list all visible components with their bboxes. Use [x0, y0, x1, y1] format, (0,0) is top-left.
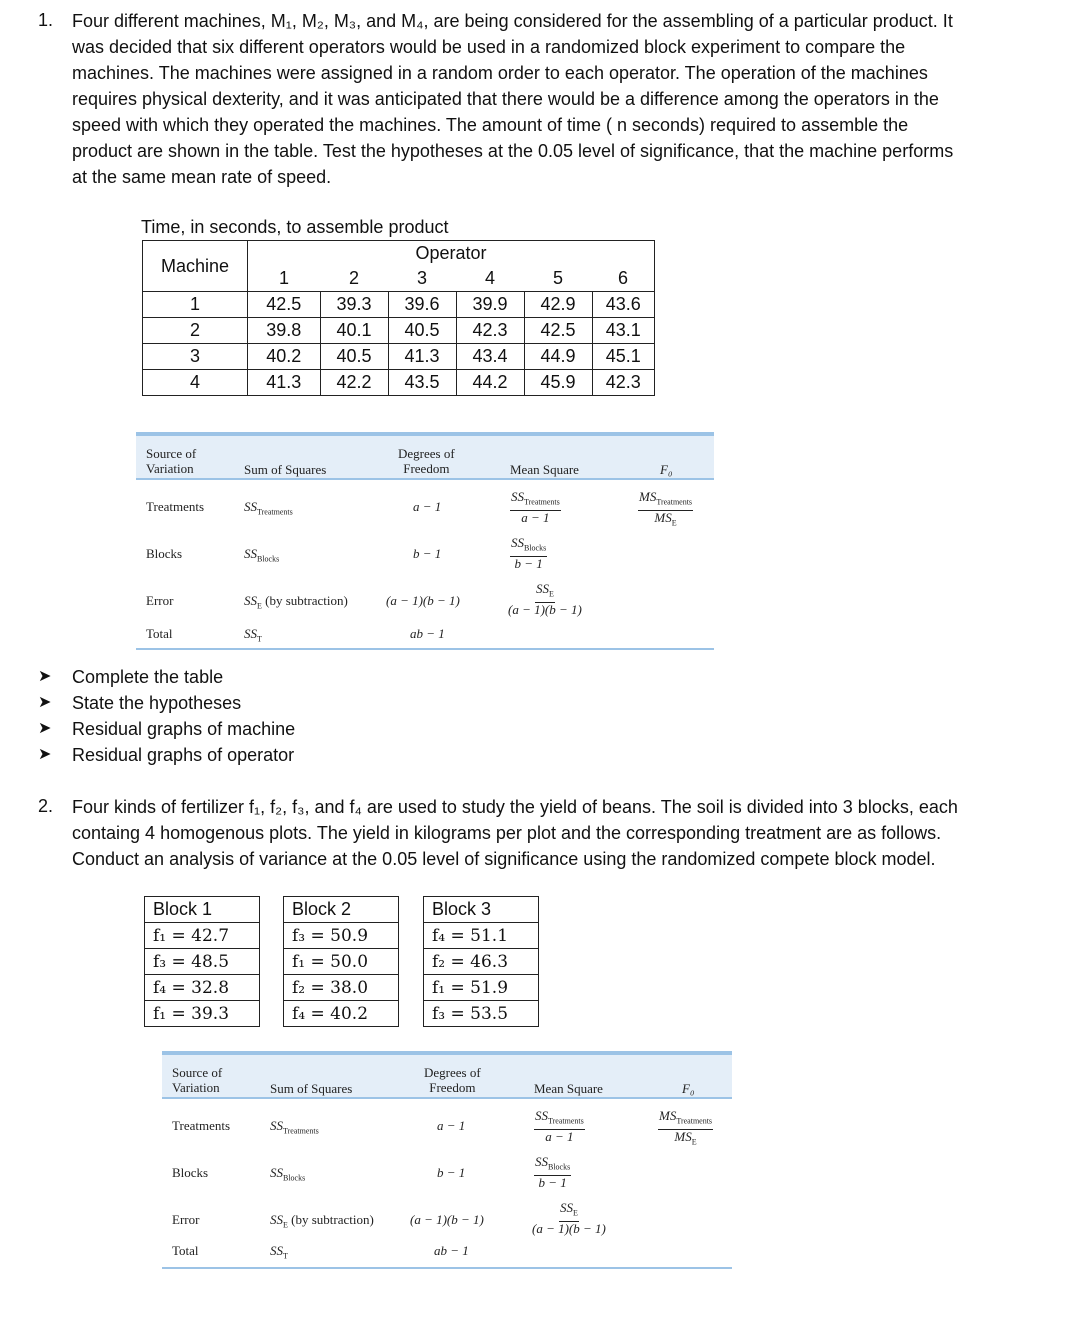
- time-cell: 40.2: [248, 344, 321, 370]
- table-row: [143, 318, 655, 344]
- df-error: (a − 1)(b − 1): [386, 593, 460, 608]
- row-label-error: Error: [146, 593, 174, 608]
- time-cell: 44.2: [456, 370, 524, 396]
- row-label-treatments: Treatments: [146, 499, 205, 514]
- anova-table-1: [136, 432, 714, 654]
- q2-line: Conduct an analysis of variance at the 0.05 level of significance using the randomized compete block model.: [72, 849, 936, 869]
- row-label-error: Error: [172, 1212, 200, 1227]
- time-cell: 39.3: [320, 292, 388, 318]
- block-header: Block 2: [284, 897, 399, 923]
- time-table: [142, 240, 655, 396]
- yield-cell: f₁ = 51.9: [424, 975, 539, 1001]
- yield-cell: f₃ = 50.9: [284, 923, 399, 949]
- header-source: Source of Variation: [172, 1065, 223, 1095]
- df-treatments: a − 1: [437, 1118, 466, 1133]
- block-1-table: [144, 896, 260, 1027]
- df-total: ab − 1: [410, 626, 445, 641]
- table-row: [143, 344, 655, 370]
- table-row: [143, 292, 655, 318]
- time-cell: 42.2: [320, 370, 388, 396]
- list-item: ➤ Complete the table: [38, 664, 295, 690]
- ms-blocks: $SS_{Blocks}$ b − 1: [535, 1154, 571, 1190]
- yield-cell: f₄ = 32.8: [145, 975, 260, 1001]
- operator-label: 3: [388, 266, 456, 292]
- header-degrees-of-freedom: Degrees of Freedom: [424, 1065, 481, 1095]
- ss-error: $SS_E$ (by subtraction): [270, 1212, 374, 1230]
- df-blocks: b − 1: [437, 1165, 466, 1180]
- row-label-treatments: Treatments: [172, 1118, 231, 1133]
- ms-error: $SS_E$ (a − 1)(b − 1): [532, 1200, 606, 1236]
- anova-table-2: [162, 1051, 732, 1273]
- machine-label: 1: [143, 292, 248, 318]
- q1-line: was decided that six different operators would be used in a randomized block experiment to compare the: [72, 37, 906, 57]
- block-header: Block 3: [424, 897, 539, 923]
- arrow-bullet-icon: ➤: [38, 694, 52, 711]
- time-cell: 39.9: [456, 292, 524, 318]
- task-list: [38, 664, 295, 768]
- yield-cell: f₂ = 46.3: [424, 949, 539, 975]
- list-item: ➤ Residual graphs of operator: [38, 742, 295, 768]
- arrow-bullet-icon: ➤: [38, 746, 52, 763]
- header-mean-square: Mean Square: [510, 462, 579, 477]
- time-cell: 42.5: [524, 318, 592, 344]
- header-sum-of-squares: Sum of Squares: [270, 1081, 353, 1096]
- time-cell: 43.6: [592, 292, 655, 318]
- time-cell: 39.8: [248, 318, 321, 344]
- time-cell: 44.9: [524, 344, 592, 370]
- operator-label: 5: [524, 266, 592, 292]
- yield-cell: f₁ = 39.3: [145, 1001, 260, 1027]
- ms-error: $SS_E$ (a − 1)(b − 1): [508, 581, 582, 617]
- list-item: ➤ Residual graphs of machine: [38, 716, 295, 742]
- operator-label: 6: [592, 266, 655, 292]
- yield-cell: f₄ = 51.1: [424, 923, 539, 949]
- yield-cell: f₂ = 38.0: [284, 975, 399, 1001]
- df-blocks: b − 1: [413, 546, 442, 561]
- df-treatments: a − 1: [413, 499, 442, 514]
- operator-label: 1: [248, 266, 321, 292]
- q1-line: requires physical dexterity, and it was anticipated that there would be a difference among the operators in the: [72, 89, 939, 109]
- machine-label: 4: [143, 370, 248, 396]
- arrow-bullet-icon: ➤: [38, 720, 52, 737]
- time-cell: 42.9: [524, 292, 592, 318]
- time-table-title: Time, in seconds, to assemble product: [141, 217, 449, 237]
- time-cell: 41.3: [388, 344, 456, 370]
- question-1-text: [72, 8, 1062, 190]
- df-error: (a − 1)(b − 1): [410, 1212, 484, 1227]
- time-cell: 43.1: [592, 318, 655, 344]
- block-2-table: [283, 896, 399, 1027]
- time-cell: 45.9: [524, 370, 592, 396]
- block-3-table: [423, 896, 539, 1027]
- f0-treatments: $MS_{Treatments}$ $MS_E$: [659, 1108, 713, 1147]
- question-2-text: [72, 794, 1072, 872]
- list-item: ➤ State the hypotheses: [38, 690, 295, 716]
- q1-line: Four different machines, M₁, M₂, M₃, and M₄, are being considered for the assembling of a particular product. It: [72, 11, 953, 31]
- ss-blocks: $SS_{Blocks}$: [244, 546, 280, 564]
- ss-treatments: $SS_{Treatments}$: [244, 499, 293, 517]
- question-2-number: 2.: [38, 796, 54, 816]
- time-cell: 40.5: [388, 318, 456, 344]
- table-row: [143, 370, 655, 396]
- q1-line: machines. The machines were assigned in a random order to each operator. The operation of the machines: [72, 63, 928, 83]
- header-mean-square: Mean Square: [534, 1081, 603, 1096]
- time-cell: 45.1: [592, 344, 655, 370]
- row-label-blocks: Blocks: [146, 546, 183, 561]
- q2-line: containg 4 homogenous plots. The yield in kilograms per plot and the corresponding treatment are as follows.: [72, 823, 942, 843]
- time-cell: 41.3: [248, 370, 321, 396]
- row-label-total: Total: [172, 1243, 199, 1258]
- ss-blocks: $SS_{Blocks}$: [270, 1165, 306, 1183]
- time-cell: 42.3: [592, 370, 655, 396]
- q1-line: speed with which they operated the machines. The amount of time ( n seconds) required to assemble the: [72, 115, 909, 135]
- machine-header: Machine: [143, 241, 248, 292]
- yield-cell: f₁ = 42.7: [145, 923, 260, 949]
- operator-label: 4: [456, 266, 524, 292]
- ms-treatments: $SS_{Treatments}$ a − 1: [511, 489, 560, 525]
- machine-label: 3: [143, 344, 248, 370]
- df-total: ab − 1: [434, 1243, 469, 1258]
- header-source: Source of Variation: [146, 446, 197, 476]
- ms-blocks: $SS_{Blocks}$ b − 1: [511, 535, 547, 571]
- time-cell: 40.5: [320, 344, 388, 370]
- row-label-total: Total: [146, 626, 173, 641]
- yield-cell: f₃ = 53.5: [424, 1001, 539, 1027]
- ss-treatments: $SS_{Treatments}$: [270, 1118, 319, 1136]
- header-degrees-of-freedom: Degrees of Freedom: [398, 446, 455, 476]
- q1-line: at the same mean rate of speed.: [72, 167, 332, 187]
- yield-cell: f₁ = 50.0: [284, 949, 399, 975]
- row-label-blocks: Blocks: [172, 1165, 209, 1180]
- operator-header: Operator: [248, 241, 655, 267]
- ss-total: $SS_T$: [244, 626, 262, 644]
- time-cell: 43.4: [456, 344, 524, 370]
- ss-error: $SS_E$ (by subtraction): [244, 593, 348, 611]
- header-f0: F₀: [682, 1081, 695, 1096]
- ms-treatments: $SS_{Treatments}$ a − 1: [535, 1108, 584, 1144]
- yield-cell: f₃ = 48.5: [145, 949, 260, 975]
- block-header: Block 1: [145, 897, 260, 923]
- time-cell: 42.5: [248, 292, 321, 318]
- time-cell: 39.6: [388, 292, 456, 318]
- header-sum-of-squares: Sum of Squares: [244, 462, 327, 477]
- ss-total: $SS_T$: [270, 1243, 288, 1261]
- arrow-bullet-icon: ➤: [38, 668, 52, 685]
- f0-treatments: $MS_{Treatments}$ $MS_E$: [639, 489, 693, 528]
- time-cell: 42.3: [456, 318, 524, 344]
- time-cell: 43.5: [388, 370, 456, 396]
- yield-cell: f₄ = 40.2: [284, 1001, 399, 1027]
- time-cell: 40.1: [320, 318, 388, 344]
- machine-label: 2: [143, 318, 248, 344]
- question-1-number: 1.: [38, 10, 54, 30]
- header-f0: F₀: [660, 462, 673, 477]
- q2-line: Four kinds of fertilizer f₁, f₂, f₃, and f₄ are used to study the yield of beans. The soil is divided into 3 blocks, each: [72, 797, 958, 817]
- q1-line: product are shown in the table. Test the hypotheses at the 0.05 level of significance, that the machine performs: [72, 141, 954, 161]
- operator-label: 2: [320, 266, 388, 292]
